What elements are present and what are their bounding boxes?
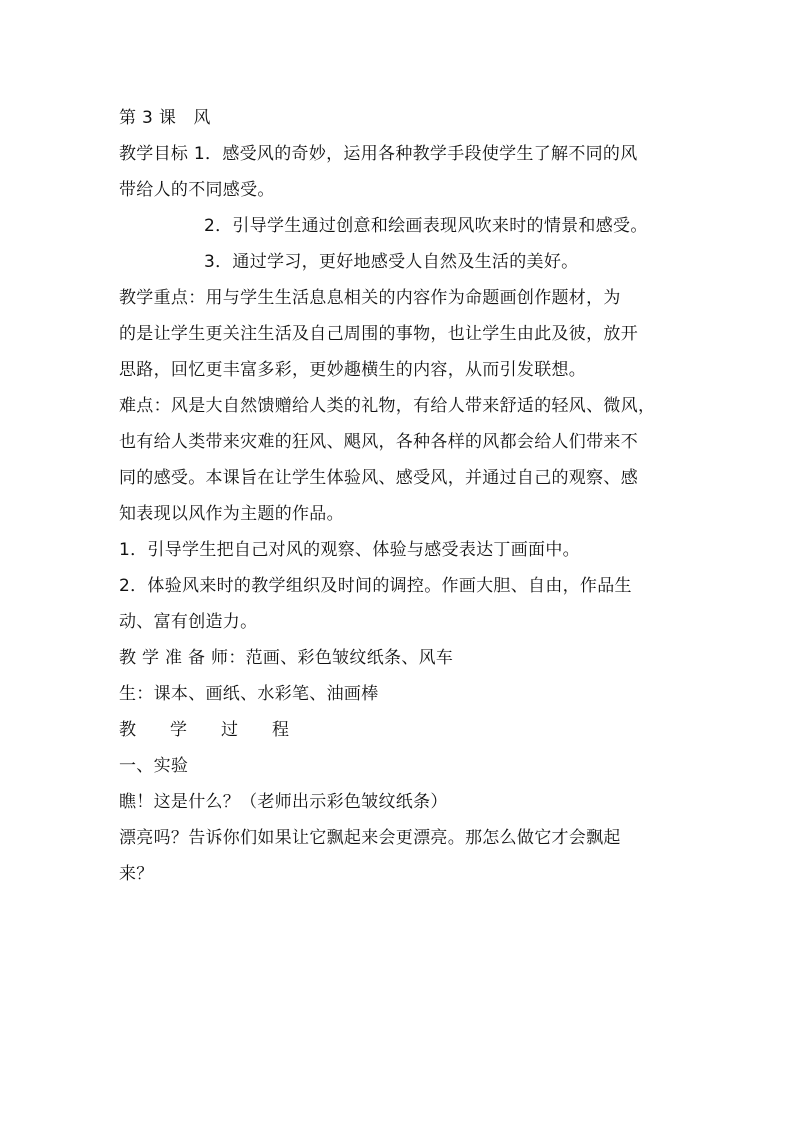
experiment-line-1: 瞧！这是什么？（老师出示彩色皱纹纸条） (119, 792, 448, 812)
difficulty-item-2-continued: 动、富有创造力。 (119, 612, 258, 632)
difficulty-line-1: 难点：风是大自然馈赠给人类的礼物，有给人带来舒适的轻风、微风， (119, 396, 656, 416)
difficulty-line-2: 也有给人类带来灾难的狂风、飓风，各种各样的风都会给人们带来不 (119, 432, 638, 452)
key-point-line-1: 教学重点：用与学生生活息息相关的内容作为命题画创作题材，为 (119, 288, 621, 308)
experiment-line-2: 漂亮吗？告诉你们如果让它飘起来会更漂亮。那怎么做它才会飘起 (119, 828, 621, 848)
preparation-teacher: 教 学 准 备 师：范画、彩色皱纹纸条、风车 (119, 648, 454, 668)
key-point-line-3: 思路，回忆更丰富多彩，更妙趣横生的内容，从而引发联想。 (119, 360, 587, 380)
experiment-line-3: 来？ (119, 864, 154, 884)
document-body (119, 100, 679, 892)
objective-item-2: 2．引导学生通过创意和绘画表现风吹来时的情景和感受。 (204, 216, 648, 236)
preparation-student: 生：课本、画纸、水彩笔、油画棒 (119, 684, 379, 704)
teaching-process-heading: 教学过程 (119, 720, 323, 740)
section-experiment-heading: 一、实验 (119, 756, 189, 776)
objective-item-3: 3．通过学习，更好地感受人自然及生活的美好。 (204, 252, 579, 272)
objective-line-1: 教学目标 1．感受风的奇妙，运用各种教学手段使学生了解不同的风 (119, 144, 638, 164)
difficulty-line-4: 知表现以风作为主题的作品。 (119, 504, 344, 524)
objective-line-2: 带给人的不同感受。 (119, 180, 275, 200)
difficulty-line-3: 同的感受。本课旨在让学生体验风、感受风，并通过自己的观察、感 (119, 468, 638, 488)
key-point-line-2: 的是让学生更关注生活及自己周围的事物，也让学生由此及彼，放开 (119, 324, 638, 344)
difficulty-item-1: 1．引导学生把自己对风的观察、体验与感受表达丁画面中。 (119, 540, 580, 560)
lesson-title: 第 3 课 风 (119, 108, 211, 128)
difficulty-item-2: 2．体验风来时的教学组织及时间的调控。作画大胆、自由，作品生 (119, 576, 632, 596)
